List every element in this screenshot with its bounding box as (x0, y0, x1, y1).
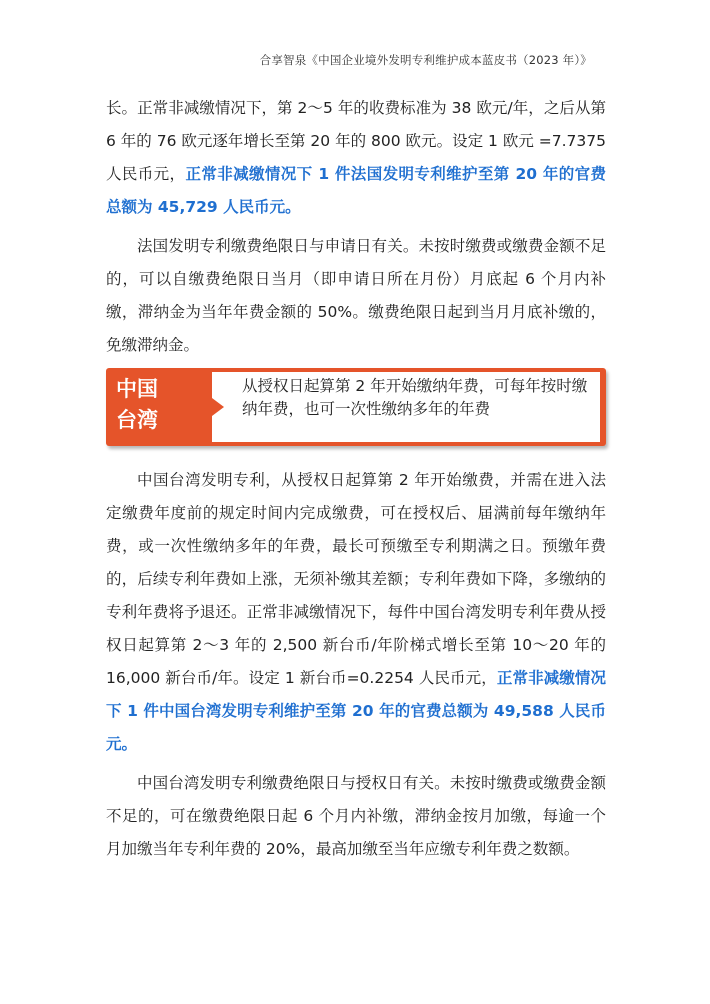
paragraph-france-fees (106, 92, 606, 224)
banner-region-label (116, 374, 196, 436)
banner-label-line1: 中国 (116, 377, 158, 401)
section-banner-taiwan (106, 368, 606, 446)
banner-pointer-arrow (212, 398, 224, 416)
paragraph-taiwan-deadline: 中国台湾发明专利缴费绝限日与授权日有关。未按时缴费或缴费金额不足的，可在缴费绝限日起 6 个月内补缴，滞纳金按月加缴，每逾一个月加缴当年专利年费的 20%，最高加缴至当年应缴专利年费之数额。 (106, 774, 606, 858)
highlight-total-france: 正常非减缴情况下 1 件法国发明专利维护至第 20 年的官费总额为 45,729 人民币元。 (106, 165, 606, 216)
paragraph-france-deadline: 法国发明专利缴费绝限日与申请日有关。未按时缴费或缴费金额不足的，可以自缴费绝限日当月（即申请日所在月份）月底起 6 个月内补缴，滞纳金为当年年费金额的 50%。缴费绝限日起到当月月底补缴的，免缴滞纳金。 (106, 237, 606, 354)
paragraph-text: 中国台湾发明专利，从授权日起算第 2 年开始缴费，并需在进入法定缴费年度前的规定时间内完成缴费，可在授权后、届满前每年缴纳年费，或一次性缴纳多年的年费，最长可预缴至专利期满之日。预缴年费的，后续专利年费如上涨，无须补缴其差额；专利年费如下降，多缴纳的专利年费将予退还。正常非减缴情况下，每件中国台湾发明专利年费从授权日起算第 2～3 年的 2,500 新台币/年阶梯式增长至第 10～20 年的 16,000 新台币/年。设定 1 新台币=0.2254 人民币元， (106, 471, 606, 687)
highlight-total-taiwan: 正常非减缴情况下 1 件中国台湾发明专利维护至第 20 年的官费总额为 49,588 人民币元。 (106, 669, 606, 753)
running-header: 合享智泉《中国企业境外发明专利维护成本蓝皮书（2023 年）》 (259, 53, 592, 67)
banner-label-line2: 台湾 (116, 408, 158, 432)
paragraph-text: 长。正常非减缴情况下，第 2～5 年的收费标准为 38 欧元/年，之后从第 6 年的 76 欧元逐年增长至第 20 年的 800 欧元。设定 1 欧元 =7.7375 人民币元， (106, 99, 606, 183)
banner-summary-box: 从授权日起算第 2 年开始缴纳年费，可每年按时缴纳年费，也可一次性缴纳多年的年费 (212, 372, 600, 442)
paragraph-taiwan-fees (106, 464, 606, 761)
page-body (106, 92, 606, 872)
